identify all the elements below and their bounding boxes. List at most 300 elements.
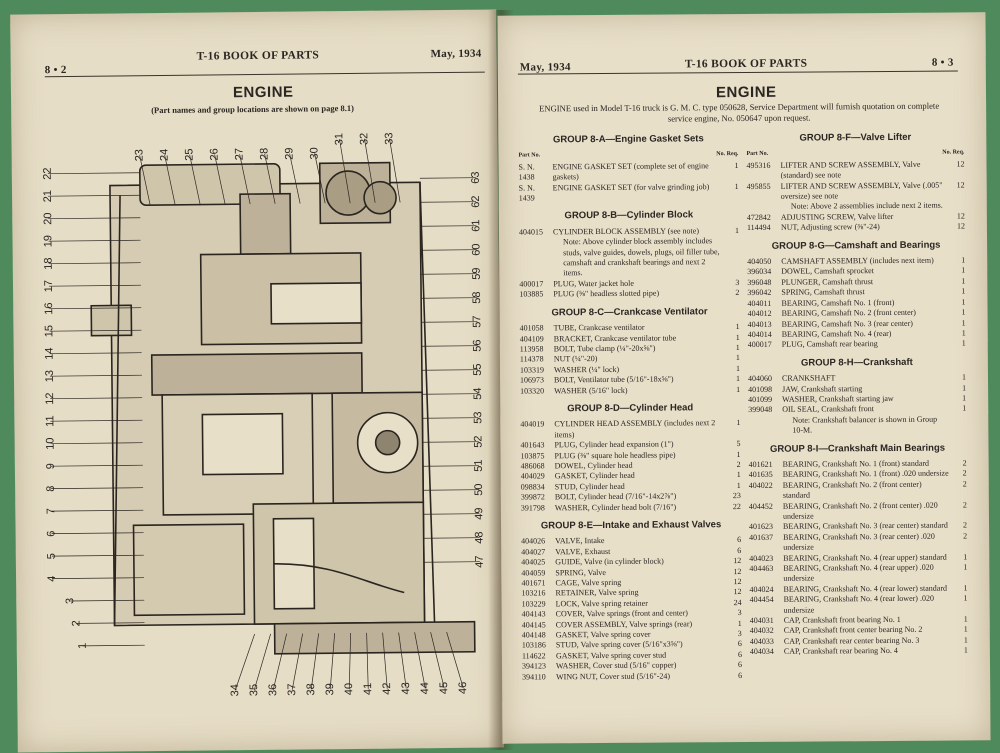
page-header-date: May, 1934 <box>430 47 482 61</box>
quantity-required: 6 <box>737 660 743 670</box>
part-number: 404024 <box>749 584 774 594</box>
callout-number: 50 <box>472 483 486 496</box>
parts-column-right <box>746 124 968 657</box>
part-number: 404013 <box>747 319 772 329</box>
callout-number: 37 <box>286 683 299 696</box>
part-row <box>747 222 965 234</box>
callout-number: 14 <box>43 347 56 360</box>
part-number: 404031 <box>749 615 774 626</box>
callout-number: 6 <box>45 530 58 537</box>
callout-number: 22 <box>41 167 54 180</box>
no-req-label: No. Req. <box>942 149 965 157</box>
quantity-required: 2 <box>736 459 741 470</box>
leader-line <box>422 418 478 419</box>
part-number: 404452 <box>748 501 773 511</box>
part-number: 394110 <box>522 672 546 682</box>
part-description: PLUG, Cylinder head expansion (1") <box>554 439 674 450</box>
callout-number: 8 <box>44 485 58 492</box>
part-description: COVER ASSEMBLY, Valve springs (rear) <box>555 619 693 629</box>
part-description: WASHER, Cover stud (5/16" copper) <box>555 660 677 671</box>
part-row <box>521 502 741 514</box>
leader-line <box>423 514 479 515</box>
part-description: WASHER, Cylinder head bolt (7/16") <box>554 502 677 512</box>
quantity-required: 2 <box>963 520 968 530</box>
header-rule <box>45 72 485 78</box>
quantity-required: 1 <box>963 624 968 634</box>
callout-number: 52 <box>472 435 485 448</box>
part-number: 404059 <box>521 568 546 578</box>
part-number: 401621 <box>748 459 773 469</box>
part-description: PLUG (⅝" headless slotted pipe) <box>553 288 660 299</box>
quantity-required: 2 <box>962 500 967 510</box>
part-description: PLUG, Camshaft rear bearing <box>781 339 878 350</box>
part-number: 113958 <box>519 344 544 354</box>
part-description: BEARING, Crankshaft No. 4 (rear lower) .020 undersize <box>783 593 934 615</box>
part-number: 404032 <box>749 626 774 636</box>
quantity-required: 1 <box>734 181 739 191</box>
part-number: 103875 <box>520 450 545 461</box>
part-no-label: Part No. <box>746 151 769 158</box>
part-number: 401635 <box>748 470 773 480</box>
part-description: CAP, Crankshaft rear center bearing No. 3 <box>783 635 920 646</box>
callout-number: 18 <box>42 257 55 270</box>
callout-number: 39 <box>324 683 337 696</box>
part-number: 400017 <box>747 340 772 350</box>
callout-number: 13 <box>43 369 56 383</box>
part-number: 399048 <box>748 405 773 415</box>
part-number: S. N. 1439 <box>518 183 535 203</box>
quantity-required: 22 <box>732 501 741 511</box>
callout-number: 59 <box>470 267 483 280</box>
callout-number: 32 <box>358 132 371 146</box>
part-number: 404027 <box>521 547 546 557</box>
part-number: 401671 <box>521 578 546 588</box>
engine-intro: ENGINE used in Model T-16 truck is G. M. C. type 050628, Service Department will furnish quotation on complete service engine, No. 050647 upon request. <box>539 100 940 124</box>
quantity-required: 1 <box>735 374 741 384</box>
part-description: BEARING, Crankshaft No. 2 (front center) .020 undersize <box>782 500 938 521</box>
quantity-required: 1 <box>963 635 968 645</box>
quantity-required: 5 <box>736 439 741 449</box>
page-number: 8 • 3 <box>931 56 954 69</box>
part-number: 404019 <box>520 419 545 429</box>
quantity-required: 12 <box>956 211 965 221</box>
quantity-required: 1 <box>962 393 967 403</box>
part-number: 103320 <box>520 385 545 396</box>
left-page <box>10 9 504 752</box>
part-description: JAW, Crankshaft starting <box>782 383 863 394</box>
page-header-title: T-16 BOOK OF PARTS <box>684 57 808 71</box>
part-row <box>747 180 965 202</box>
callout-number: 48 <box>473 531 486 544</box>
part-description: DOWEL, Camshaft sprocket <box>781 266 874 277</box>
callout-number: 28 <box>258 147 271 161</box>
quantity-required: 23 <box>732 491 741 501</box>
part-number: 495316 <box>746 160 771 170</box>
part-row <box>749 562 967 584</box>
quantity-required: 3 <box>735 277 740 287</box>
leader-line <box>420 178 476 179</box>
callout-number: 41 <box>362 682 375 696</box>
part-row <box>750 646 968 658</box>
part-description: BEARING, Crankshaft No. 1 (front) .020 undersize <box>782 468 949 480</box>
part-description: CYLINDER BLOCK ASSEMBLY (see note) <box>552 226 700 237</box>
quantity-required: 1 <box>962 403 967 413</box>
page-header-title: T-16 BOOK OF PARTS <box>196 49 320 63</box>
quantity-required: 1 <box>735 342 740 352</box>
part-description: PLUG, Water jacket hole <box>553 278 634 289</box>
leader-line <box>420 226 476 227</box>
part-number: 106973 <box>519 375 545 385</box>
part-number: 103229 <box>521 599 546 609</box>
group-heading: GROUP 8-G—Camshaft and Bearings <box>771 239 941 252</box>
group-heading: GROUP 8-H—Crankshaft <box>800 356 913 369</box>
callout-number: 62 <box>469 195 483 208</box>
quantity-required: 1 <box>963 645 968 655</box>
callout-number: 25 <box>183 148 196 161</box>
quantity-required: 1 <box>736 418 741 428</box>
callout-number: 1 <box>76 642 89 649</box>
callout-number: 26 <box>208 148 221 161</box>
part-description: PLUG (⅜" square hole headless pipe) <box>554 450 676 460</box>
part-number: 401637 <box>749 532 774 542</box>
leader-line <box>423 466 479 467</box>
group-heading: GROUP 8-F—Valve Lifter <box>799 131 912 144</box>
part-number: 391798 <box>520 502 545 513</box>
callout-number: 27 <box>233 147 246 161</box>
part-row <box>749 531 967 553</box>
part-description: NUT, Adjusting screw (⅜"-24) <box>780 222 880 232</box>
part-number: 486068 <box>520 461 545 471</box>
part-number: 404012 <box>747 308 772 319</box>
part-number: 401623 <box>749 522 774 532</box>
part-description: VALVE, Intake <box>555 536 605 546</box>
part-description: NUT (¼"-20) <box>553 354 598 364</box>
group-heading: GROUP 8-E—Intake and Exhaust Valves <box>540 519 722 532</box>
part-description: ENGINE GASKET SET (for valve grinding job) <box>552 181 710 192</box>
callout-number: 38 <box>305 683 318 696</box>
part-description: STUD, Cylinder head <box>554 481 625 492</box>
leader-line <box>254 634 272 690</box>
quantity-required: 1 <box>961 265 966 275</box>
part-description: BEARING, Crankshaft No. 1 (front) standard <box>782 458 930 469</box>
callout-number: 31 <box>333 132 346 146</box>
callout-number: 44 <box>419 682 432 695</box>
part-number: 472842 <box>746 212 771 222</box>
quantity-required: 6 <box>737 535 742 545</box>
part-number: 114622 <box>521 651 546 661</box>
part-description: Note: Above 2 assemblies include next 2 items. <box>790 201 943 212</box>
callout-number: 42 <box>381 682 394 695</box>
quantity-required: 6 <box>737 639 742 649</box>
part-number: 401058 <box>519 323 544 333</box>
part-description: LIFTER AND SCREW ASSEMBLY, Valve (.005" oversize) see note <box>780 180 943 201</box>
part-description: GUIDE, Valve (in cylinder block) <box>555 556 664 567</box>
quantity-required: 1 <box>735 363 740 373</box>
part-number: 103186 <box>521 640 546 651</box>
part-description: TUBE, Crankcase ventilator <box>553 322 645 333</box>
part-description: CRANKSHAFT <box>781 373 836 383</box>
callout-number: 11 <box>44 415 57 427</box>
leader-line <box>421 250 477 251</box>
part-row <box>519 288 739 300</box>
part-description: ADJUSTING SCREW, Valve lifter <box>780 211 894 222</box>
no-req-label: No. Req. <box>716 151 739 158</box>
part-description: DOWEL, Cylinder head <box>554 460 633 471</box>
part-note <box>748 414 966 436</box>
quantity-required: 1 <box>961 276 966 286</box>
part-description: COVER, Valve springs (front and center) <box>555 608 688 619</box>
part-number: 396042 <box>747 288 772 298</box>
part-number: 401099 <box>748 394 773 404</box>
quantity-required: 12 <box>733 577 742 587</box>
part-row <box>518 161 738 183</box>
engine-cutaway-diagram <box>29 122 495 727</box>
leader-line <box>83 645 145 646</box>
part-number: 098834 <box>520 482 545 492</box>
callout-number: 63 <box>469 171 482 184</box>
part-description: OIL SEAL, Crankshaft front <box>782 404 874 415</box>
part-description: SPRING, Valve <box>555 567 606 577</box>
leader-line <box>422 346 478 347</box>
quantity-required: 1 <box>737 618 742 628</box>
part-description: GASKET, Valve spring cover <box>555 629 651 640</box>
part-number: 103216 <box>521 588 546 598</box>
quantity-required: 1 <box>961 338 966 348</box>
callout-number: 35 <box>248 683 261 697</box>
part-row <box>750 594 968 616</box>
quantity-required: 1 <box>736 384 741 394</box>
part-number: 396048 <box>747 277 772 287</box>
column-header <box>746 148 964 160</box>
group-heading: GROUP 8-D—Cylinder Head <box>567 402 694 415</box>
part-number: 399872 <box>520 492 545 502</box>
callout-number: 17 <box>42 279 55 293</box>
part-number: 404463 <box>749 563 774 573</box>
callout-number: 20 <box>42 212 55 225</box>
part-number: 404033 <box>749 636 774 646</box>
part-number: 401643 <box>520 440 545 450</box>
callout-number: 12 <box>44 392 57 405</box>
quantity-required: 3 <box>737 629 742 639</box>
leader-line <box>421 298 477 299</box>
part-description: BEARING, Crankshaft No. 3 (rear center) .020 undersize <box>783 531 935 552</box>
part-description: GASKET, Valve spring cover stud <box>555 650 667 661</box>
part-description: CAP, Crankshaft front bearing No. 1 <box>783 614 901 625</box>
part-number: 404034 <box>749 647 774 657</box>
part-row <box>749 500 967 522</box>
callout-number: 49 <box>473 507 486 520</box>
part-description: STUD, Valve spring cover (5/16"x3⅝") <box>555 639 683 650</box>
part-description: CAP, Crankshaft front center bearing No. 2 <box>783 625 923 636</box>
group-heading: GROUP 8-C—Crankcase Ventilator <box>551 305 708 319</box>
part-number: 404015 <box>518 227 544 237</box>
part-number: 404023 <box>749 553 774 563</box>
callout-number: 53 <box>472 411 485 424</box>
callout-number: 23 <box>133 149 146 162</box>
section-title: ENGINE <box>232 83 294 102</box>
quantity-required: 2 <box>735 288 740 298</box>
callout-number: 29 <box>283 147 296 160</box>
leader-line <box>422 394 478 395</box>
quantity-required: 12 <box>733 566 742 576</box>
section-title: ENGINE <box>715 83 777 102</box>
part-number: 404014 <box>747 329 772 339</box>
quantity-required: 1 <box>963 562 968 572</box>
part-description: CAP, Crankshaft rear bearing No. 4 <box>783 646 898 657</box>
callout-number: 4 <box>45 575 58 582</box>
leader-line <box>420 202 476 203</box>
page-number: 8 • 2 <box>44 63 67 77</box>
callout-number: 16 <box>43 302 56 315</box>
callout-number: 43 <box>400 682 413 695</box>
quantity-required: 3 <box>737 608 742 618</box>
leader-line <box>423 442 479 443</box>
part-description: CYLINDER HEAD ASSEMBLY (includes next 2 items) <box>554 418 716 440</box>
part-description: BEARING, Crankshaft No. 2 (front center) standard <box>782 479 922 500</box>
part-number: 495855 <box>746 181 771 191</box>
part-row <box>749 479 967 501</box>
part-number: 404022 <box>748 480 773 490</box>
callout-number: 33 <box>383 132 396 145</box>
part-number: 404454 <box>749 595 774 605</box>
parts-column-left <box>518 126 742 683</box>
callout-number: 19 <box>42 234 55 248</box>
page-header-date: May, 1934 <box>519 61 571 74</box>
section-subtitle: (Part names and group locations are shown on page 8.1) <box>151 102 354 116</box>
part-description: ENGINE GASKET SET (complete set of engine gaskets) <box>552 161 709 182</box>
part-number: 404026 <box>521 536 546 546</box>
part-number: 396034 <box>747 267 772 277</box>
quantity-required: 1 <box>961 286 966 296</box>
part-description: WASHER (¼" lock) <box>553 364 620 375</box>
callout-number: 10 <box>44 437 57 450</box>
quantity-required: 2 <box>962 468 967 478</box>
part-number: 103885 <box>519 289 544 299</box>
part-description: VALVE, Exhaust <box>555 546 611 557</box>
part-description: PLUNGER, Camshaft thrust <box>781 276 874 287</box>
part-row <box>519 182 739 204</box>
part-description: BEARING, Crankshaft No. 3 (rear center) standard <box>783 520 948 532</box>
part-description: WING NUT, Cover stud (5/16"-24) <box>556 671 671 682</box>
part-number: 404050 <box>747 256 772 267</box>
callout-number: 9 <box>44 463 57 470</box>
quantity-required: 1 <box>735 332 740 342</box>
part-number: 404145 <box>521 620 546 630</box>
part-number: 114378 <box>519 354 544 364</box>
quantity-required: 1 <box>963 593 968 603</box>
part-description: BEARING, Crankshaft No. 4 (rear upper) standard <box>783 552 947 563</box>
callout-number: 61 <box>470 219 483 232</box>
quantity-required: 2 <box>962 479 967 489</box>
quantity-required: 1 <box>736 480 741 490</box>
part-description: BEARING, Camshaft No. 1 (front) <box>781 297 895 308</box>
leader-line <box>422 370 478 371</box>
part-description: LOCK, Valve spring retainer <box>555 598 648 609</box>
callout-number: 24 <box>158 148 171 162</box>
callout-number: 21 <box>41 189 55 203</box>
quantity-required: 1 <box>963 552 968 562</box>
leader-line <box>423 490 479 491</box>
quantity-required: 6 <box>737 545 742 555</box>
leader-line <box>421 274 477 275</box>
callout-number: 40 <box>343 682 356 696</box>
part-number: 404143 <box>521 609 546 619</box>
part-description: BRACKET, Crankcase ventilator tube <box>553 332 677 343</box>
part-number: 404060 <box>747 373 773 384</box>
callout-number: 56 <box>471 339 484 352</box>
quantity-required: 1 <box>735 322 740 332</box>
right-page <box>497 12 990 743</box>
part-number: 394123 <box>521 661 547 671</box>
quantity-required: 2 <box>963 531 968 541</box>
part-description: WASHER, Crankshaft starting jaw <box>782 393 894 404</box>
part-number: 404011 <box>747 298 772 308</box>
group-heading: GROUP 8-B—Cylinder Block <box>564 209 694 222</box>
part-row <box>522 671 742 683</box>
callout-number: 57 <box>471 315 484 328</box>
callout-number: 45 <box>438 681 451 695</box>
part-description: BOLT, Cylinder head (7/16"-14x2⅞") <box>554 491 677 502</box>
quantity-required: 1 <box>961 372 967 382</box>
part-number: 404025 <box>521 557 546 567</box>
part-number: 404029 <box>520 471 545 481</box>
part-row <box>746 159 964 181</box>
column-header <box>518 149 738 161</box>
part-no-label: Part No. <box>518 152 541 159</box>
part-description: BEARING, Crankshaft No. 4 (rear upper) .020 undersize <box>783 562 934 584</box>
quantity-required: 6 <box>738 670 743 680</box>
part-description: BOLT, Tube clamp (¼"-20x⅝") <box>553 343 656 354</box>
part-row <box>520 418 740 440</box>
callout-number: 36 <box>267 683 280 697</box>
quantity-required: 1 <box>961 317 966 327</box>
quantity-required: 2 <box>962 458 967 468</box>
callout-number: 7 <box>45 508 58 515</box>
quantity-required: 1 <box>735 353 740 363</box>
group-heading: GROUP 8-A—Engine Gasket Sets <box>552 133 704 146</box>
quantity-required: 1 <box>734 225 740 235</box>
engine-drawing <box>90 162 475 656</box>
part-description: CAMSHAFT ASSEMBLY (includes next item) <box>781 255 934 266</box>
part-description: BEARING, Camshaft No. 2 (front center) <box>781 307 916 318</box>
part-number: S. N. 1438 <box>518 162 535 182</box>
part-row <box>748 339 966 351</box>
quantity-required: 12 <box>956 180 965 190</box>
part-description: Note: Crankshaft balancer is shown in Group 10-M. <box>792 414 938 435</box>
part-row <box>520 385 740 397</box>
callout-number: 55 <box>471 363 484 376</box>
part-description: Note: Above cylinder block assembly includes studs, valve guides, dowels, plugs, oil filler tube, camshaft and crankshaft bearings and next 2 items. <box>563 236 720 278</box>
callout-number: 58 <box>470 291 484 304</box>
part-number: 103319 <box>519 365 544 375</box>
callout-number: 51 <box>472 459 485 472</box>
callout-number: 30 <box>308 147 321 160</box>
leader-line <box>48 173 140 174</box>
quantity-required: 1 <box>961 328 966 338</box>
callout-number: 60 <box>470 243 483 256</box>
quantity-required: 1 <box>736 470 741 480</box>
quantity-required: 12 <box>733 556 742 566</box>
part-description: BEARING, Camshaft No. 4 (rear) <box>781 328 892 339</box>
callout-number: 5 <box>45 553 58 560</box>
part-number: 401098 <box>748 384 773 394</box>
part-description: GASKET, Cylinder head <box>554 471 635 481</box>
quantity-required: 1 <box>963 583 968 593</box>
callout-number: 47 <box>473 555 486 568</box>
quantity-required: 1 <box>961 297 966 307</box>
callout-number: 3 <box>64 597 77 605</box>
quantity-required: 1 <box>734 160 739 170</box>
